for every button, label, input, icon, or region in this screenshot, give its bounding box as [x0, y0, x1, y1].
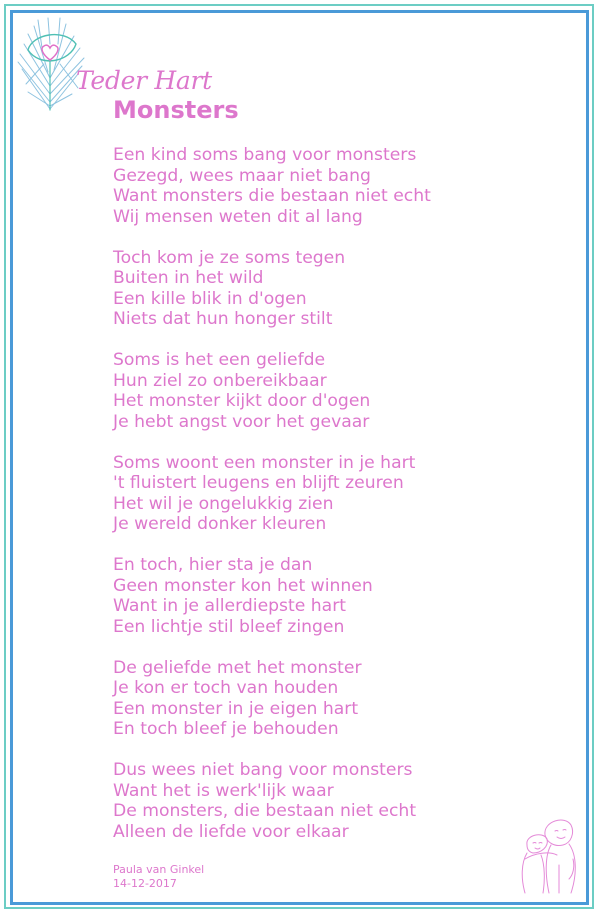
- poem-line: 't fluistert leugens en blijft zeuren: [113, 473, 404, 493]
- poem-line: Geen monster kon het winnen: [113, 575, 373, 596]
- poem-date: 14-12-2017: [113, 877, 177, 890]
- poem-line: Dus wees niet bang voor monsters: [113, 760, 413, 780]
- poem-line: Een monster in je eigen hart: [113, 698, 359, 719]
- peacock-feather-heart-icon: [14, 14, 94, 114]
- poem-line: Wij mensen weten dit al lang: [113, 206, 363, 227]
- poem-line: Want monsters die bestaan niet echt: [113, 186, 431, 206]
- stanza: [113, 350, 553, 432]
- poem-line: Het wil je ongelukkig zien: [113, 493, 334, 514]
- poem-line: Want in je allerdiepste hart: [113, 596, 347, 616]
- poem-body: [113, 145, 553, 863]
- poem-line: Alleen de liefde voor elkaar: [113, 821, 349, 842]
- poem-line: En toch bleef je behouden: [113, 719, 339, 739]
- signature-block: [113, 863, 204, 891]
- poem-line: De geliefde met het monster: [113, 657, 362, 678]
- stanza: [113, 760, 553, 842]
- poem-line: Je wereld donker kleuren: [113, 514, 327, 534]
- poem-line: De monsters, die bestaan niet echt: [113, 801, 417, 821]
- poem-title: Monsters: [113, 96, 239, 124]
- poem-line: Toch kom je ze soms tegen: [113, 247, 346, 268]
- poem-line: Je hebt angst voor het gevaar: [113, 411, 370, 432]
- poem-line: Het monster kijkt door d'ogen: [113, 391, 371, 411]
- poem-line: En toch, hier sta je dan: [113, 555, 313, 575]
- poem-line: Een kille blik in d'ogen: [113, 288, 307, 309]
- poem-line: Hun ziel zo onbereikbaar: [113, 370, 327, 391]
- author-name: Paula van Ginkel: [113, 863, 205, 876]
- poem-line: Een lichtje stil bleef zingen: [113, 616, 345, 637]
- hugging-figures-icon: [515, 815, 585, 897]
- stanza: [113, 453, 553, 535]
- poem-line: Je kon er toch van houden: [113, 678, 339, 698]
- stanza: [113, 145, 553, 227]
- poem-line: Gezegd, wees maar niet bang: [113, 165, 371, 186]
- poem-line: Niets dat hun honger stilt: [113, 309, 333, 329]
- stanza: [113, 658, 553, 740]
- brand-name: Teder Hart: [76, 66, 212, 95]
- poem-line: Een kind soms bang voor monsters: [113, 145, 417, 165]
- poem-line: Soms woont een monster in je hart: [113, 452, 416, 473]
- poem-line: Buiten in het wild: [113, 268, 264, 288]
- stanza: [113, 555, 553, 637]
- hugging-figures-illustration: [515, 815, 585, 897]
- poem-line: Want het is werk'lijk waar: [113, 780, 334, 801]
- poem-line: Soms is het een geliefde: [113, 350, 326, 370]
- stanza: [113, 248, 553, 330]
